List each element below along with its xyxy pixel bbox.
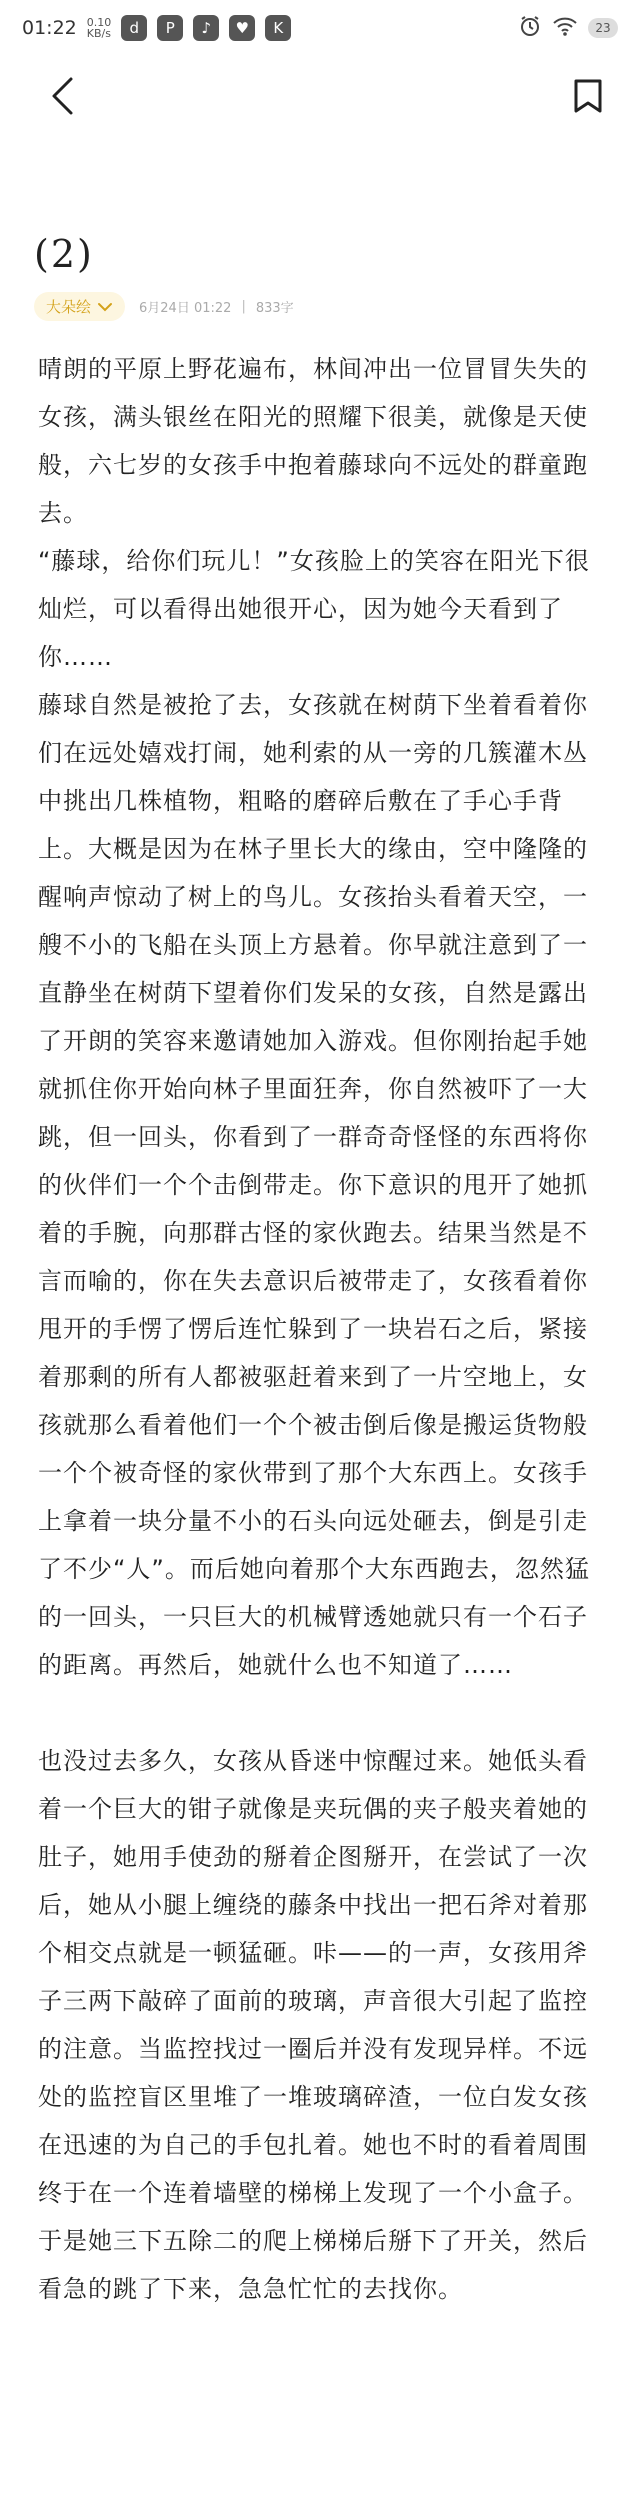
paragraph-spacer <box>38 1689 604 1737</box>
author-name: 大朵绘 <box>46 298 92 316</box>
wifi-icon <box>552 15 578 42</box>
status-bar-right <box>518 14 618 43</box>
notification-music-icon: ♪ <box>193 15 219 41</box>
status-bar <box>0 0 640 56</box>
chevron-down-icon <box>97 302 113 312</box>
status-time: 01:22 <box>22 17 77 39</box>
back-button[interactable] <box>40 74 84 118</box>
bookmark-button[interactable] <box>566 74 610 118</box>
alarm-icon <box>518 14 542 43</box>
word-count: 833字 <box>255 301 294 316</box>
battery-icon: 23 <box>588 18 618 38</box>
article-meta <box>34 292 640 321</box>
top-nav <box>0 56 640 136</box>
notification-app-icon: ♥ <box>229 15 255 41</box>
net-speed-value: 0.10 <box>86 16 112 29</box>
net-speed <box>87 17 112 39</box>
notification-app-icon: d <box>121 15 147 41</box>
article-content <box>0 345 640 2313</box>
article-title: (2) <box>34 232 94 276</box>
meta-info <box>139 297 294 316</box>
notification-app-icon: P <box>157 15 183 41</box>
bookmark-icon <box>573 78 603 114</box>
paragraph: “藤球，给你们玩儿！”女孩脸上的笑容在阳光下很灿烂，可以看得出她很开心，因为她今天看到了你…… <box>38 547 590 671</box>
paragraph: 藤球自然是被抢了去，女孩就在树荫下坐着看着你们在远处嬉戏打闹，她利索的从一旁的几簇灌木丛中挑出几株植物，粗略的磨碎后敷在了手心手背上。大概是因为在林子里长大的缘由，空中隆隆的醒响声惊动了树上的鸟儿。女孩抬头看着天空，一艘不小的飞船在头顶上方悬着。你早就注意到了一直静坐在树荫下望着你们发呆的女孩，自然是露出了开朗的笑容来邀请她加入游戏。但你刚抬起手她就抓住你开始向林子里面狂奔，你自然被吓了一大跳，但一回头，你看到了一群奇奇怪怪的东西将你的伙伴们一个个击倒带走。你下意识的甩开了她抓着的手腕，向那群古怪的家伙跑去。结果当然是不言而喻的，你在失去意识后被带走了，女孩看着你甩开的手愣了愣后连忙躲到了一块岩石之后，紧接着那剩的所有人都被驱赶着来到了一片空地上，女孩就那么看着他们一个个被击倒后像是搬运货物般一个个被奇怪的家伙带到了那个大东西上。女孩手上拿着一块分量不小的石头向远处砸去，倒是引走了不少“人”。而后她向着那个大东西跑去，忽然猛的一回头，一只巨大的机械臂透她就只有一个石子的距离。再然后，她就什么也不知道了…… <box>38 691 590 1679</box>
paragraph: 晴朗的平原上野花遍布，林间冲出一位冒冒失失的女孩，满头银丝在阳光的照耀下很美，就像是天使般，六七岁的女孩手中抱着藤球向不远处的群童跑去。 <box>38 355 588 527</box>
publish-date: 6月24日 01:22 <box>139 301 232 316</box>
status-bar-left <box>22 15 291 41</box>
paragraph: 也没过去多久，女孩从昏迷中惊醒过来。她低头看着一个巨大的钳子就像是夹玩偶的夹子般夹着她的肚子，她用手使劲的掰着企图掰开，在尝试了一次后，她从小腿上缠绕的藤条中找出一把石斧对着那个相交点就是一顿猛砸。咔——的一声，女孩用斧子三两下敲碎了面前的玻璃，声音很大引起了监控的注意。当监控找过一圈后并没有发现异样。不远处的监控盲区里堆了一堆玻璃碎渣，一位白发女孩在迅速的为自己的手包扎着。她也不时的看着周围终于在一个连着墙壁的梯梯上发现了一个小盒子。于是她三下五除二的爬上梯梯后掰下了开关，然后看急的跳了下来，急急忙忙的去找你。 <box>38 1747 588 2303</box>
net-speed-unit: KB/s <box>86 27 111 40</box>
notification-app-icon: K <box>265 15 291 41</box>
author-chip[interactable] <box>34 292 125 321</box>
chevron-left-icon <box>49 76 75 116</box>
meta-divider: | <box>241 299 246 314</box>
